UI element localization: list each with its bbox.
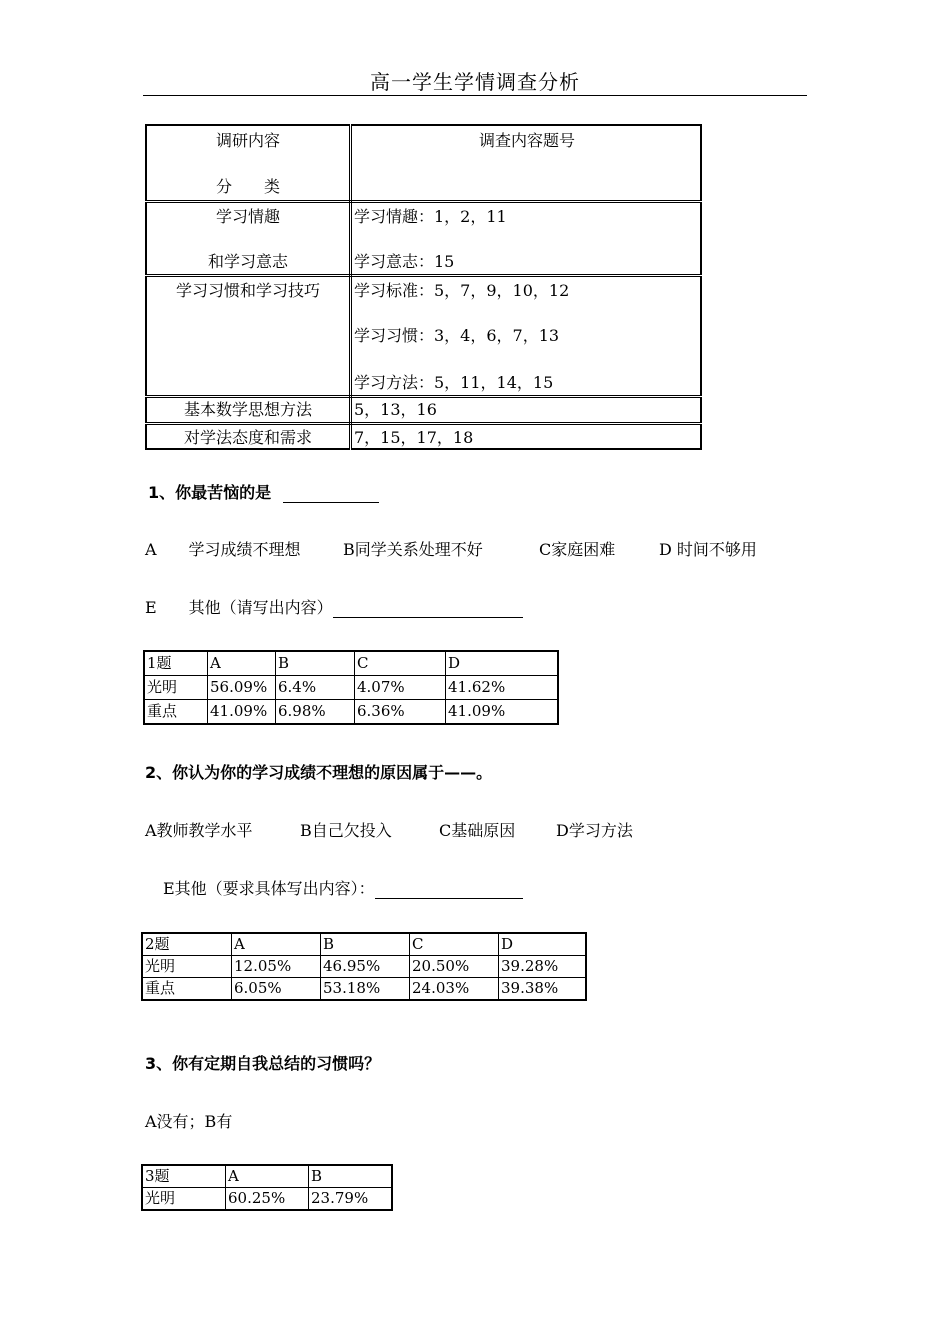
q2-option-b: B自己欠投入: [300, 821, 392, 840]
header-left-line-1: 调研内容: [215, 131, 280, 150]
table-row: [142, 1165, 392, 1188]
q2-cell: 39.28%: [499, 956, 587, 978]
question-2: 2、你认为你的学习成绩不理想的原因属于——。: [145, 763, 493, 782]
q3-results-table: [141, 1164, 393, 1211]
row4-right-text: 7，15，17，18: [354, 427, 474, 447]
row1-left-line-2: 和学习意志: [207, 252, 288, 271]
table-row: [144, 700, 558, 725]
q2-header-cell: A: [232, 933, 321, 956]
overview-table: [145, 124, 702, 450]
overview-row2-right: [351, 276, 702, 397]
q1-option-e-text: E 其他（请写出内容）: [145, 598, 333, 617]
q1-header-cell: D: [446, 651, 559, 676]
q3-cell: 23.79%: [309, 1188, 393, 1211]
row2-right-line-1: 学习标准：5，7，9，10，12: [354, 281, 570, 300]
q2-cell: 光明: [142, 956, 232, 978]
q2-header-cell: D: [499, 933, 587, 956]
table-row: [144, 676, 558, 700]
header-right-text: 调查内容题号: [478, 131, 575, 150]
table-row: [142, 956, 586, 978]
row2-right-line-2: 学习习惯：3，4，6，7，13: [354, 325, 560, 345]
q1-cell: 41.62%: [446, 676, 559, 700]
row3-left-text: 基本数学思想方法: [183, 400, 312, 419]
row2-right-line-3: 学习方法：5，11，14，15: [354, 372, 554, 392]
q2-option-e-text: E其他（要求具体写出内容）：: [163, 879, 375, 898]
row2-left-text: 学习习惯和学习技巧: [175, 281, 320, 300]
q2-option-e: [163, 876, 523, 899]
q1-cell: 光明: [144, 676, 208, 700]
q3-cell: 光明: [142, 1188, 226, 1211]
row1-right-line-2: 学习意志：15: [354, 252, 455, 271]
q2-results-table: [141, 932, 587, 1001]
overview-row3-left: [146, 397, 351, 424]
question-1: [148, 480, 379, 503]
q2-option-a: A教师教学水平: [145, 821, 253, 840]
row3-right-text: 5，13，16: [354, 400, 437, 419]
q1-cell: 6.98%: [276, 700, 355, 725]
q3-header-cell: B: [309, 1165, 393, 1188]
overview-row2-left: [146, 276, 351, 397]
q1-header-cell: C: [355, 651, 446, 676]
table-row: [142, 978, 586, 1001]
header-left-line-2: 分 类: [215, 176, 280, 196]
table-row: [142, 1188, 392, 1211]
q1-cell: 重点: [144, 700, 208, 725]
q2-option-e-blank: [375, 898, 523, 899]
q1-option-c: C家庭困难: [539, 540, 616, 559]
question-1-blank: [283, 502, 379, 503]
question-1-text: 1、你最苦恼的是: [148, 483, 272, 502]
q2-cell: 12.05%: [232, 956, 321, 978]
overview-row1-left: [146, 201, 351, 276]
q1-cell: 56.09%: [208, 676, 276, 700]
q2-header-cell: C: [410, 933, 499, 956]
row1-left-line-1: 学习情趣: [215, 206, 280, 226]
overview-row4-left: [146, 423, 351, 449]
q1-cell: 41.09%: [208, 700, 276, 725]
table-row: [144, 651, 558, 676]
q3-header-cell: 3题: [142, 1165, 226, 1188]
overview-header-right: [351, 125, 702, 201]
q2-option-d: D学习方法: [556, 821, 633, 840]
q2-option-c: C基础原因: [439, 821, 516, 840]
question-3: 3、你有定期自我总结的习惯吗？: [145, 1054, 381, 1073]
q1-option-d: D 时间不够用: [659, 540, 757, 559]
q3-options: A没有；B有: [145, 1112, 233, 1131]
q1-option-e-blank: [333, 617, 523, 618]
q1-cell: 6.4%: [276, 676, 355, 700]
title-divider: [143, 95, 807, 96]
overview-row1-right: [351, 201, 702, 276]
overview-row3-right: [351, 397, 702, 424]
row1-right-line-1: 学习情趣：1，2，11: [354, 206, 507, 226]
table-row: [142, 933, 586, 956]
q1-results-table: [143, 650, 559, 725]
q1-header-cell: 1题: [144, 651, 208, 676]
q1-header-cell: A: [208, 651, 276, 676]
q2-cell: 24.03%: [410, 978, 499, 1001]
q3-cell: 60.25%: [226, 1188, 309, 1211]
q1-cell: 4.07%: [355, 676, 446, 700]
row4-left-text: 对学法态度和需求: [183, 427, 312, 447]
q2-cell: 39.38%: [499, 978, 587, 1001]
q2-cell: 重点: [142, 978, 232, 1001]
q1-option-a: A 学习成绩不理想: [145, 540, 301, 559]
q1-option-b: B同学关系处理不好: [343, 540, 483, 559]
q2-header-cell: 2题: [142, 933, 232, 956]
q3-header-cell: A: [226, 1165, 309, 1188]
overview-row4-right: [351, 423, 702, 449]
q1-cell: 6.36%: [355, 700, 446, 725]
q2-cell: 6.05%: [232, 978, 321, 1001]
overview-header-left: [146, 125, 351, 201]
q1-option-e: [145, 595, 523, 618]
q2-header-cell: B: [321, 933, 410, 956]
q2-cell: 20.50%: [410, 956, 499, 978]
page-title: 高一学生学情调查分析: [370, 70, 580, 94]
q2-cell: 53.18%: [321, 978, 410, 1001]
q1-cell: 41.09%: [446, 700, 559, 725]
q1-header-cell: B: [276, 651, 355, 676]
q2-cell: 46.95%: [321, 956, 410, 978]
